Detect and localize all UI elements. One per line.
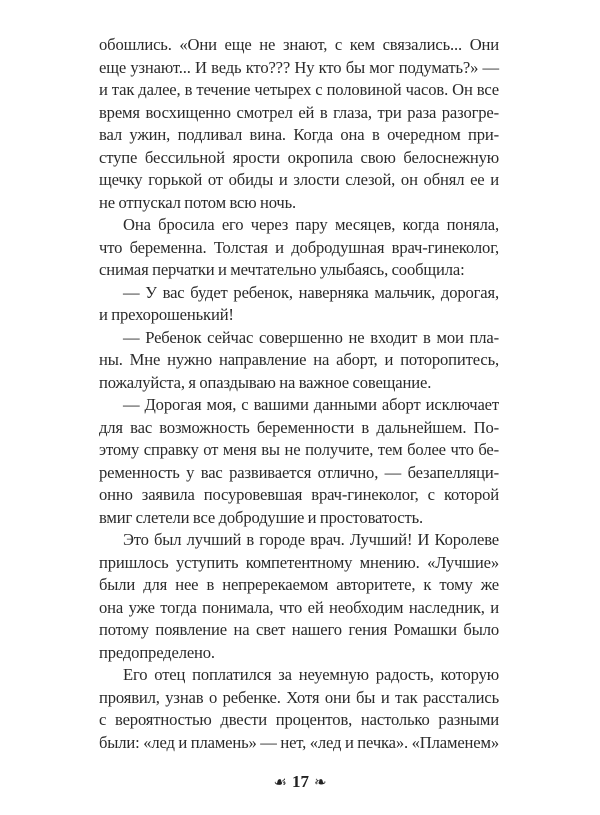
text-line-content: она уже тогда понимала, что ей необходим наследник, и [99,597,499,617]
text-line-content: — Дорогая моя, с вашими данными аборт исключает [123,395,499,414]
text-line-content: пожалуйста, я опаздываю на важное совещание. [99,372,432,392]
text-line-content: Его отец поплатился за неуемную радость, которую [123,665,499,684]
text-line [99,484,499,507]
text-line-content: что беременна. Толстая и добродушная врач-гинеколог, [99,237,499,257]
text-line [99,552,499,575]
text-line-content: были: «лед и пламень» — нет, «лед и печка». «Пламенем» [99,732,499,752]
text-line [99,709,499,732]
paragraph [99,664,499,754]
paragraph [99,529,499,664]
text-line [99,372,499,395]
text-line-content: вал ужин, подливал вина. Когда она в очередном при- [99,125,499,144]
text-line-content: для вас возможность беременности в дальнейшем. По- [99,417,499,437]
text-line-content: снимая перчатки и мечтательно улыбаясь, сообщила: [99,260,465,279]
text-line-content: ременность у вас развивается отлично, — безапелляци- [99,462,499,482]
ornament-left-icon: ☙ [273,775,287,791]
text-line-content: пришлось уступить компетентному мнению. «Лучшие» [99,552,499,572]
text-line [99,529,499,552]
text-line [99,57,499,80]
text-line [99,732,499,755]
text-line-content: — Ребенок сейчас совершенно не входит в мои пла- [123,327,499,347]
text-line-content: онно заявила посуровевшая врач-гинеколог, с которой [99,485,499,504]
text-line [99,147,499,170]
text-line-content: Это был лучший в городе врач. Лучший! И Королеве [123,530,499,549]
text-line-content: этому справку от меня вы не получите, тем более что бе- [99,440,499,459]
text-line-content: ступе бессильной ярости окропила свою белоснежную [99,147,499,167]
text-line-content: Она бросила его через пару месяцев, когда поняла, [123,215,499,234]
text-line [99,169,499,192]
text-line [99,79,499,102]
text-line-content: обошлись. «Они еще не знают, с кем связались... Они [99,35,499,54]
text-line [99,282,499,305]
text-line-content: не отпускал потом всю ночь. [99,192,297,212]
paragraph [99,34,499,214]
text-line-content: и прехорошенький! [99,305,234,324]
text-line-content: были для нее в непререкаемом авторитете, к тому же [99,575,499,594]
text-line-content: время восхищенно смотрел ей в глаза, три раза разогре- [99,102,499,122]
text-line [99,507,499,530]
text-line [99,664,499,687]
text-line-content: проявил, узнав о ребенке. Хотя они бы и так расстались [99,687,499,707]
page-footer [0,770,600,815]
paragraph [99,214,499,282]
text-line-content: ны. Мне нужно направление на аборт, и поторопитесь, [99,350,499,369]
text-line [99,214,499,237]
text-line [99,687,499,710]
text-line [99,102,499,125]
page-body-text [99,0,499,754]
text-line [99,192,499,215]
text-line-content: — У вас будет ребенок, наверняка мальчик, дорогая, [123,282,499,302]
text-line [99,259,499,282]
text-line [99,574,499,597]
text-line-content: предопределено. [99,642,215,662]
paragraph [99,282,499,327]
text-line [99,237,499,260]
paragraph [99,327,499,395]
text-line [99,304,499,327]
paragraph [99,394,499,529]
text-line-content: вмиг слетели все добродушие и простоватость. [99,507,423,527]
text-line-content: щечку горькой от обиды и злости слезой, он обнял ее и [99,170,499,189]
text-line [99,327,499,350]
text-line [99,349,499,372]
text-line [99,34,499,57]
text-line [99,439,499,462]
text-line-content: потому появление на свет нашего гения Ромашки было [99,620,499,639]
text-line [99,124,499,147]
text-line [99,642,499,665]
text-line-content: еще узнают... И ведь кто??? Ну кто бы мог подумать?» — [99,57,499,77]
text-line [99,619,499,642]
text-line [99,394,499,417]
ornament-right-icon: ❧ [313,775,327,791]
text-line-content: с вероятностью двести процентов, настолько разными [99,710,499,729]
text-line [99,462,499,485]
text-line [99,597,499,620]
text-line-content: и так далее, в течение четырех с половиной часов. Он все [99,80,499,99]
page-number: 17 [291,772,309,791]
text-line [99,417,499,440]
